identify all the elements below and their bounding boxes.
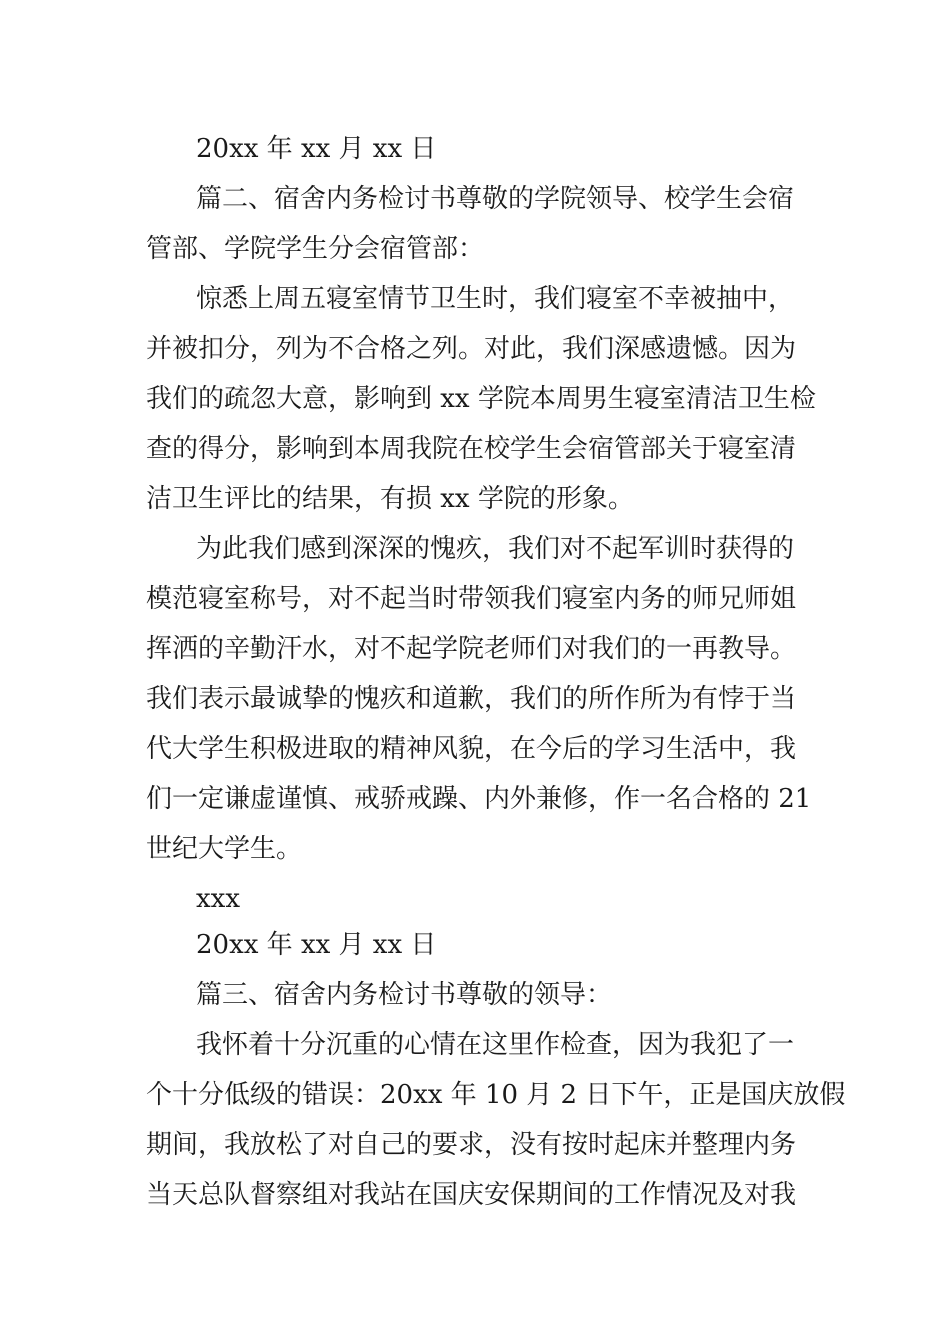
text-line <box>0 324 950 374</box>
text-line <box>0 524 950 574</box>
text-line <box>0 124 950 174</box>
text-line <box>0 970 950 1020</box>
section-heading: 篇三、宿舍内务检讨书尊敬的领导： <box>196 980 613 1010</box>
text-line <box>0 1170 950 1220</box>
text-line <box>0 274 950 324</box>
section-heading-continued: 管部、学院学生分会宿管部： <box>146 234 485 264</box>
text-line <box>0 874 950 924</box>
paragraph-line: 并被扣分，列为不合格之列。对此，我们深感遗憾。因为 <box>146 334 797 364</box>
paragraph-line: 期间，我放松了对自己的要求，没有按时起床并整理内务 <box>146 1130 797 1160</box>
paragraph-line: 我们的疏忽大意，影响到 xx 学院本周男生寝室清洁卫生检 <box>146 384 816 414</box>
text-line <box>0 624 950 674</box>
text-line <box>0 174 950 224</box>
text-line <box>0 374 950 424</box>
paragraph-line: 个十分低级的错误：20xx 年 10 月 2 日下午，正是国庆放假 <box>146 1080 846 1110</box>
text-line <box>0 224 950 274</box>
paragraph-line: 模范寝室称号，对不起当时带领我们寝室内务的师兄师姐 <box>146 584 797 614</box>
paragraph-line: 为此我们感到深深的愧疚，我们对不起军训时获得的 <box>196 534 795 564</box>
text-line <box>0 1070 950 1120</box>
text-line <box>0 474 950 524</box>
paragraph-line: 挥洒的辛勤汗水，对不起学院老师们对我们的一再教导。 <box>146 634 797 664</box>
text-line <box>0 424 950 474</box>
paragraph-line: 我们表示最诚挚的愧疚和道歉，我们的所作所为有悖于当 <box>146 684 797 714</box>
section-heading: 篇二、宿舍内务检讨书尊敬的学院领导、校学生会宿 <box>196 184 795 214</box>
paragraph-line: 查的得分，影响到本周我院在校学生会宿管部关于寝室清 <box>146 434 797 464</box>
paragraph-line: 洁卫生评比的结果，有损 xx 学院的形象。 <box>146 484 634 514</box>
paragraph-line: 当天总队督察组对我站在国庆安保期间的工作情况及对我 <box>146 1180 797 1210</box>
paragraph-line: 我怀着十分沉重的心情在这里作检查，因为我犯了一 <box>196 1030 795 1060</box>
text-line <box>0 574 950 624</box>
signature-line: xxx <box>196 884 240 914</box>
date-line: 20xx 年 xx 月 xx 日 <box>196 134 437 164</box>
text-line <box>0 824 950 874</box>
text-line <box>0 920 950 970</box>
paragraph-line: 世纪大学生。 <box>146 834 303 864</box>
paragraph-line: 惊悉上周五寝室情节卫生时，我们寝室不幸被抽中， <box>196 284 795 314</box>
text-line <box>0 774 950 824</box>
text-line <box>0 674 950 724</box>
paragraph-line: 代大学生积极进取的精神风貌，在今后的学习生活中，我 <box>146 734 797 764</box>
date-line: 20xx 年 xx 月 xx 日 <box>196 930 437 960</box>
text-line <box>0 1120 950 1170</box>
paragraph-line: 们一定谦虚谨慎、戒骄戒躁、内外兼修，作一名合格的 21 <box>146 784 812 814</box>
text-line <box>0 1020 950 1070</box>
text-line <box>0 724 950 774</box>
